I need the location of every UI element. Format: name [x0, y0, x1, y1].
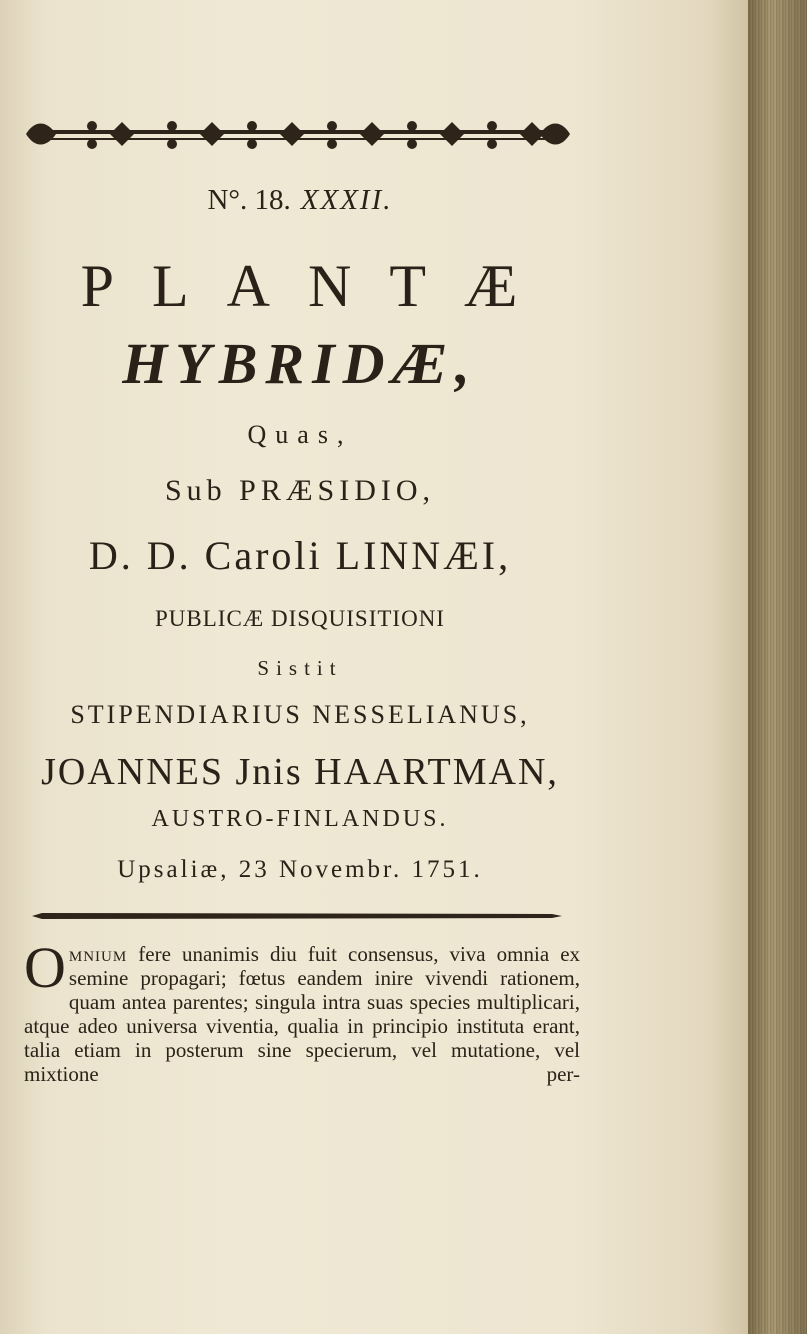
respondent-name: JOANNES Jnis HAARTMAN,: [41, 751, 559, 793]
sub-praesidio-line: Sub PRÆSIDIO,: [164, 474, 436, 507]
origin-line: AUSTRO-FINLANDUS.: [151, 806, 449, 832]
quas-line: Quas,: [247, 420, 353, 449]
body-paragraph: [24, 935, 581, 1110]
book-fore-edge: [748, 0, 807, 1334]
opening-word: mnium: [68, 942, 128, 966]
drop-cap: O: [24, 935, 66, 1000]
roman-numeral: XXXII.: [300, 184, 393, 216]
dissertation-number: [20, 184, 580, 217]
stipendiarius-line: STIPENDIARIUS NESSELIANUS,: [70, 700, 530, 729]
imprint-line: Upsaliæ, 23 Novembr. 1751.: [117, 856, 483, 883]
number-label: N°. 18.: [207, 184, 291, 216]
praeses-name: D. D. Caroli LINNÆI,: [88, 533, 512, 578]
horizontal-rule: [32, 911, 562, 921]
title-hybridae: HYBRIDÆ,: [122, 331, 478, 396]
sistit-line: Sistit: [257, 656, 343, 680]
ornamental-header-band: [22, 112, 574, 160]
publicae-disquisitioni-line: PUBLICÆ DISQUISITIONI: [155, 606, 445, 631]
title-plantae: PLANTÆ: [80, 253, 556, 319]
paragraph-text: fere unanimis diu fuit consensus, viva omnia ex semine propagari; fœtus eandem inire vivendi rationem, quam antea parentes; singula intra suas species multiplicari, atque adeo universa viventia, qualia in principio instituta erant, talia etiam in posterum sine specierum, vel mutatione, vel mixtione per-: [24, 942, 581, 1086]
